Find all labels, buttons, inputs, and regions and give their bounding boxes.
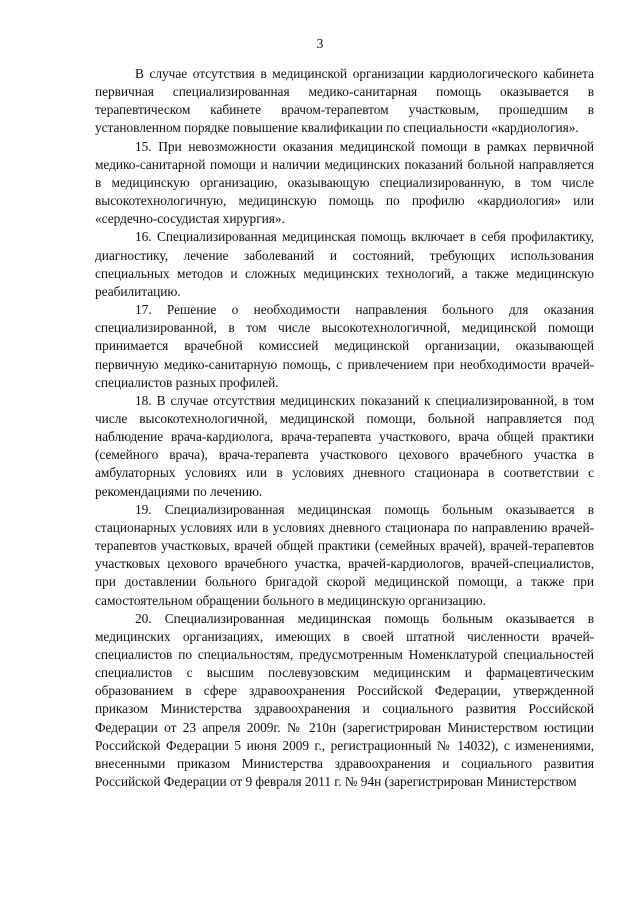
paragraph-16: 16. Специализированная медицинская помощь включает в себя профилактику, диагностику, лечение заболеваний и состояний, требующих использования специальных методов и сложных медицинских технологий, а также медицинскую реабилитацию. (95, 229, 594, 299)
paragraph-19: 19. Специализированная медицинская помощь больным оказывается в стационарных условиях или в условиях дневного стационара по направлению врачей-терапевтов участковых, врачей общей практики (семейных врачей), врачей-терапевтов участковых цехового врачебного участка, врачей-кардиологов, врачей-специалистов, при доставлении больного бригадой скорой медицинской помощи, а также при самостоятельном обращении больного в медицинскую организацию. (95, 501, 594, 608)
page-number: 3 (316, 36, 324, 51)
document-body (95, 65, 594, 791)
paragraph-kardiology-cabinet: В случае отсутствия в медицинской организации кардиологического кабинета первичная специализированная медико-санитарная помощь оказывается в терапевтическом кабинете врачом-терапевтом участковым, прошедшим в установленном порядке повышение квалификации по специальности «кардиология». (95, 66, 594, 136)
paragraph-20: 20. Специализированная медицинская помощь больным оказывается в медицинских организациях, имеющих в своей штатной численности врачей-специалистов по специальностям, предусмотренным Номенклатурой специальностей специалистов с высшим послевузовским медицинским и фармацевтическим образованием в сфере здравоохранения Российской Федерации, утвержденной приказом Министерства здравоохранения и социального развития Российской Федерации от 23 апреля 2009г. № 210н (зарегистрирован Министерством юстиции Российской Федерации 5 июня 2009 г., регистрационный № 14032), с изменениями, внесенными приказом Министерства здравоохранения и социального развития Российской Федерации от 9 февраля 2011 г. № 94н (зарегистрирован Министерством (95, 610, 594, 790)
paragraph-17: 17. Решение о необходимости направления больного для оказания специализированной, в том числе высокотехнологичной, медицинской помощи принимается врачебной комиссией медицинской организации, оказывающей первичную медико-санитарную помощь, с привлечением при необходимости врачей-специалистов разных профилей. (95, 302, 594, 390)
paragraph-15: 15. При невозможности оказания медицинской помощи в рамках первичной медико-санитарной помощи и наличии медицинских показаний больной направляется в медицинскую организацию, оказывающую специализированную, в том числе высокотехнологичную, медицинскую помощь по профилю «кардиология» или «сердечно-сосудистая хирургия». (95, 138, 594, 227)
paragraph-18: 18. В случае отсутствия медицинских показаний к специализированной, в том числе высокотехнологичной, медицинской помощи, больной направляется под наблюдение врача-кардиолога, врача-терапевта участкового, врача общей практики (семейного врача), врача-терапевта участкового цехового врачебного участка в амбулаторных условиях или в условиях дневного стационара в соответствии с рекомендациями по лечению. (95, 392, 594, 499)
